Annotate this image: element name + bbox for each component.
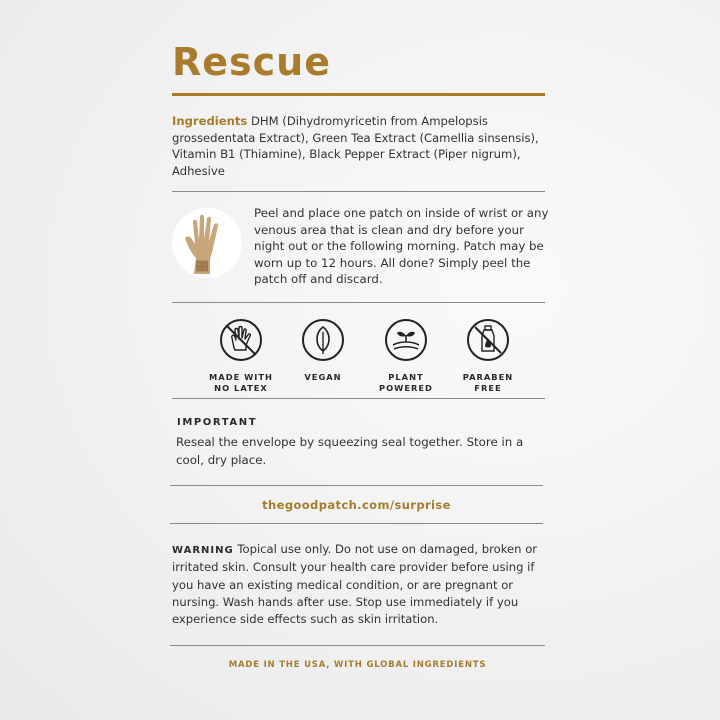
divider: [172, 398, 545, 399]
warning-label: WARNING: [172, 545, 234, 556]
badge-label-line2: FREE: [474, 383, 502, 393]
ingredients-section: [172, 113, 544, 179]
plant-sprout-icon: [384, 318, 428, 362]
title-divider: [172, 93, 545, 96]
badge-label-line2: POWERED: [379, 383, 433, 393]
warning-text: Topical use only. Do not use on damaged, broken or irritated skin. Consult your health care provider before using if you have an existing medical condition, or are pregnant or nursing. Wash hands after use. Stop use immediately if you experience side effects such as skin irritation.: [172, 542, 538, 627]
divider: [170, 523, 543, 524]
website-link[interactable]: thegoodpatch.com/surprise: [262, 498, 451, 512]
divider: [170, 645, 545, 646]
important-heading: IMPORTANT: [177, 417, 258, 428]
divider: [170, 485, 543, 486]
badge-label-line1: PLANT: [388, 372, 424, 382]
no-latex-glove-icon: [219, 318, 263, 362]
divider: [172, 302, 545, 303]
badge-label-line1: PARABEN: [462, 372, 514, 382]
divider: [172, 191, 545, 192]
badge-label-line1: VEGAN: [304, 372, 342, 382]
important-text: Reseal the envelope by squeezing seal together. Store in a cool, dry place.: [176, 435, 524, 467]
origin-footer: MADE IN THE USA, WITH GLOBAL INGREDIENTS: [228, 660, 487, 670]
plant-powered-badge: [361, 318, 451, 394]
vegan-badge: [278, 318, 368, 383]
vegan-leaf-icon: [301, 318, 345, 362]
ingredients-label: Ingredients: [172, 114, 248, 128]
badge-label-line1: MADE WITH: [209, 372, 273, 382]
no-latex-badge: [196, 318, 286, 394]
product-title: Rescue: [172, 40, 332, 84]
application-instructions: Peel and place one patch on inside of wrist or any venous area that is clean and dry before your night out or the following morning. Patch may be worn up to 12 hours. All done? Simply peel the patch off and discard.: [254, 206, 549, 287]
hand-with-patch-icon: [172, 208, 242, 278]
ingredients-text: DHM (Dihydromyricetin from Ampelopsis grossedentata Extract), Green Tea Extract (Camellia sinsensis), Vitamin B1 (Thiamine), Black Pepper Extract (Piper nigrum), Adhesive: [172, 114, 539, 178]
paraben-free-badge: [443, 318, 533, 394]
badge-label-line2: NO LATEX: [214, 383, 268, 393]
paraben-free-bottle-icon: [466, 318, 510, 362]
warning-section: [172, 541, 556, 628]
